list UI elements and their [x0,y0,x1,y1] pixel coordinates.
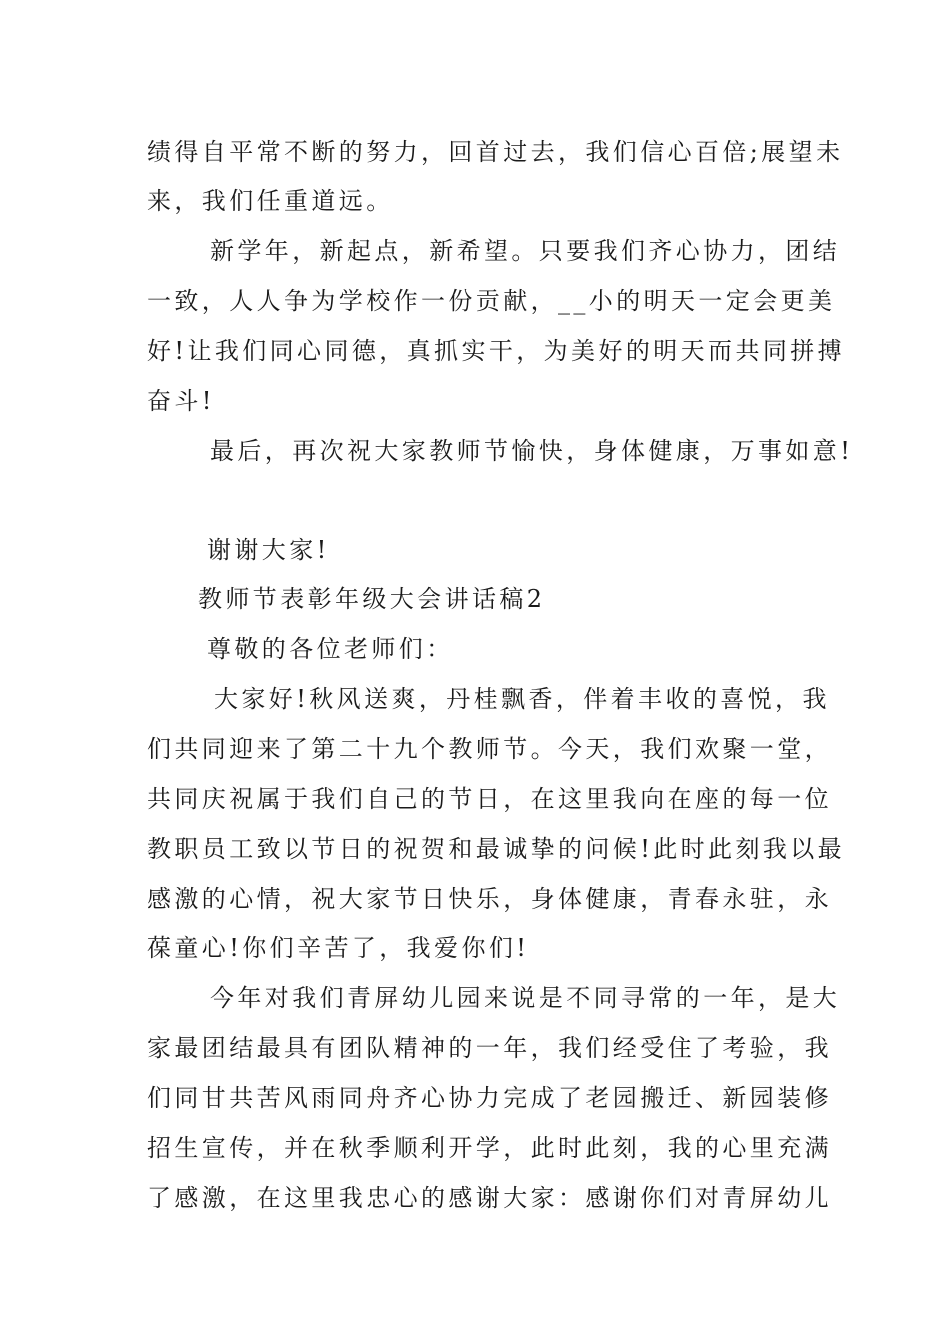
paragraph-first-line: 今年对我们青屏幼儿园来说是不同寻常的一年，是大 [210,984,841,1012]
text-line: 奋斗! [147,387,215,415]
paragraph-first-line: 最后，再次祝大家教师节愉快，身体健康，万事如意! [210,437,854,465]
paragraph-first-line: 新学年，新起点，新希望。只要我们齐心协力，团结 [210,237,841,265]
text-line: 来，我们任重道远。 [147,187,394,215]
text-line: 教职员工致以节日的祝贺和最诚挚的问候!此时此刻我以最 [147,835,846,863]
text-line: 们共同迎来了第二十九个教师节。今天，我们欢聚一堂， [147,735,832,763]
text-line: 们同甘共苦风雨同舟齐心协力完成了老园搬迁、新园装修 [147,1084,832,1112]
text-line: 感激的心情，祝大家节日快乐，身体健康，青春永驻，永 [147,885,832,913]
text-line: 家最团结最具有团队精神的一年，我们经受住了考验，我 [147,1034,832,1062]
salutation: 尊敬的各位老师们： [207,635,454,663]
text-line: 共同庆祝属于我们自己的节日，在这里我向在座的每一位 [147,785,832,813]
text-line: 招生宣传，并在秋季顺利开学，此时此刻，我的心里充满 [147,1134,832,1162]
text-line: 一致，人人争为学校作一份贡献，__小的明天一定会更美 [147,287,836,315]
text-line: 好!让我们同心同德，真抓实干，为美好的明天而共同拼搏 [147,337,846,365]
section-title: 教师节表彰年级大会讲话稿2 [198,585,546,613]
text-line: 绩得自平常不断的努力，回首过去，我们信心百倍;展望未 [147,138,844,166]
text-line: 葆童心!你们辛苦了，我爱你们! [147,934,530,962]
closing-line: 谢谢大家! [207,536,330,564]
paragraph-first-line: 大家好!秋风送爽，丹桂飘香，伴着丰收的喜悦，我 [214,685,830,713]
text-line: 了感激，在这里我忠心的感谢大家：感谢你们对青屏幼儿 [147,1184,832,1212]
